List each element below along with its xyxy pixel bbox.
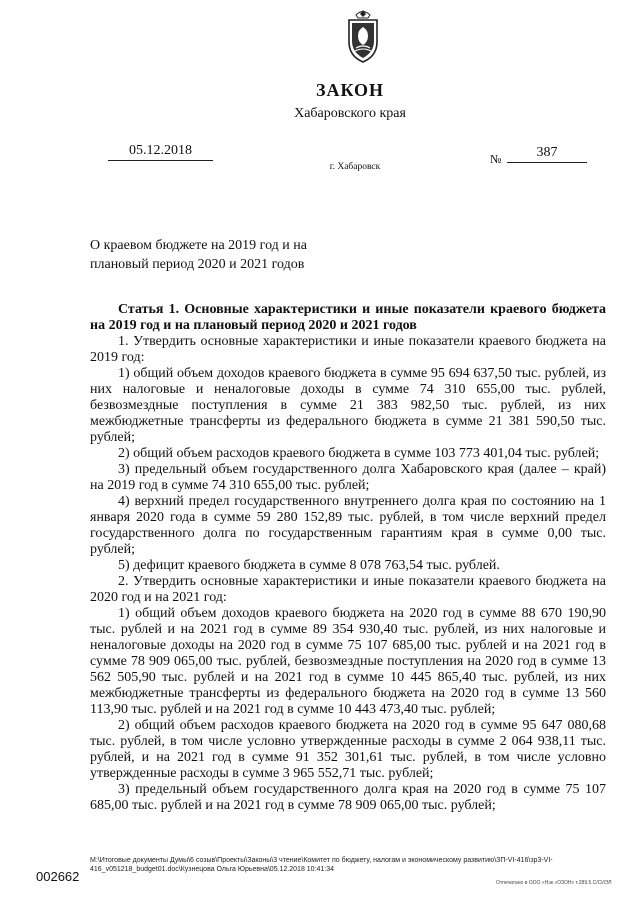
- document-code: 002662: [36, 869, 80, 884]
- document-number: 387: [507, 145, 587, 163]
- paragraph: 3) предельный объем государственного долга края на 2020 год в сумме 75 107 685,00 тыс. рублей и на 2021 год в сумме 78 909 065,00 тыс. рублей;: [90, 782, 606, 813]
- paragraph: 2) общий объем расходов краевого бюджета на 2020 год в сумме 95 647 080,68 тыс. рублей, в том числе условно утвержденные расходы в сумме 2 064 938,11 тыс. рублей, и на 2021 год в сумме 91 352 301,61 тыс. рублей, в том числе условно утвержденные расходы в сумме 3 965 552,71 тыс. рублей;: [90, 718, 606, 781]
- paragraph: 3) предельный объем государственного долга Хабаровского края (далее – край) на 2019 год в сумме 74 310 655,00 тыс. рублей;: [90, 462, 606, 493]
- document-title: ЗАКОН: [315, 80, 385, 100]
- coat-of-arms-icon: [344, 8, 382, 66]
- number-label: №: [490, 152, 502, 166]
- subject-line-2: плановый период 2020 и 2021 годов: [90, 257, 305, 272]
- document-subtitle: Хабаровского края: [294, 106, 406, 121]
- paragraph: 2. Утвердить основные характеристики и иные показатели краевого бюджета на 2020 год и на 2021 год:: [90, 574, 606, 605]
- document-date: 05.12.2018: [108, 143, 213, 161]
- document-city: г. Хабаровск: [329, 162, 381, 172]
- document-subject: [90, 236, 360, 274]
- paragraph: 1) общий объем доходов краевого бюджета на 2020 год в сумме 88 670 190,90 тыс. рублей и на 2021 год в сумме 89 354 930,40 тыс. рублей, из них налоговые и неналоговые доходы на 2020 год в сумме 75 107 685,00 тыс. рублей и на 2021 год в сумме 78 909 065,00 тыс. рублей, безвозмездные поступления на 2020 год в сумме 13 562 505,90 тыс. рублей и на 2021 год в сумме 10 445 865,40 тыс. рублей, из них межбюджетные трансферты из федерального бюджета на 2020 год в сумме 13 560 113,90 тыс. рублей и на 2021 год в сумме 10 443 473,40 тыс. рублей;: [90, 606, 606, 717]
- paragraph: 2) общий объем расходов краевого бюджета в сумме 103 773 401,04 тыс. рублей;: [118, 446, 600, 461]
- paragraph: 5) дефицит краевого бюджета в сумме 8 078 763,54 тыс. рублей.: [118, 558, 500, 573]
- printer-note: Отпечатано в ООО «Нэк «ОЗОН» т.289.5.С/СИЭЛ: [496, 880, 612, 886]
- subject-line-1: О краевом бюджете на 2019 год и на: [90, 238, 307, 253]
- paragraph: 1. Утвердить основные характеристики и иные показатели краевого бюджета на 2019 год:: [90, 334, 606, 365]
- article-heading: Статья 1. Основные характеристики и иные показатели краевого бюджета на 2019 год и на плановый период 2020 и 2021 годов: [90, 302, 606, 333]
- document-body: [90, 302, 606, 814]
- file-path-footer: М:\Итоговые документы Думы\6 созыв\Проекты\Законы\3 чтение\Комитет по бюджету, налогам и экономическому развитию\ЗП-VI-416\зр3-VI-416_v051218_budget01.doc\Кузнецова Ольга Юрьевна\05.12.2018 10:41:34: [90, 857, 553, 873]
- paragraph: 1) общий объем доходов краевого бюджета в сумме 95 694 637,50 тыс. рублей, из них налоговые и неналоговые доходы в сумме 74 310 655,00 тыс. рублей, безвозмездные поступления в сумме 21 383 982,50 тыс. рублей, из них межбюджетные трансферты из федерального бюджета в сумме 21 381 590,50 тыс. рублей;: [90, 366, 606, 445]
- paragraph: 4) верхний предел государственного внутреннего долга края по состоянию на 1 января 2020 года в сумме 59 280 152,89 тыс. рублей, в том числе верхний предел государственного долга по государственным гарантиям края в сумме 0,00 тыс. рублей;: [90, 494, 606, 557]
